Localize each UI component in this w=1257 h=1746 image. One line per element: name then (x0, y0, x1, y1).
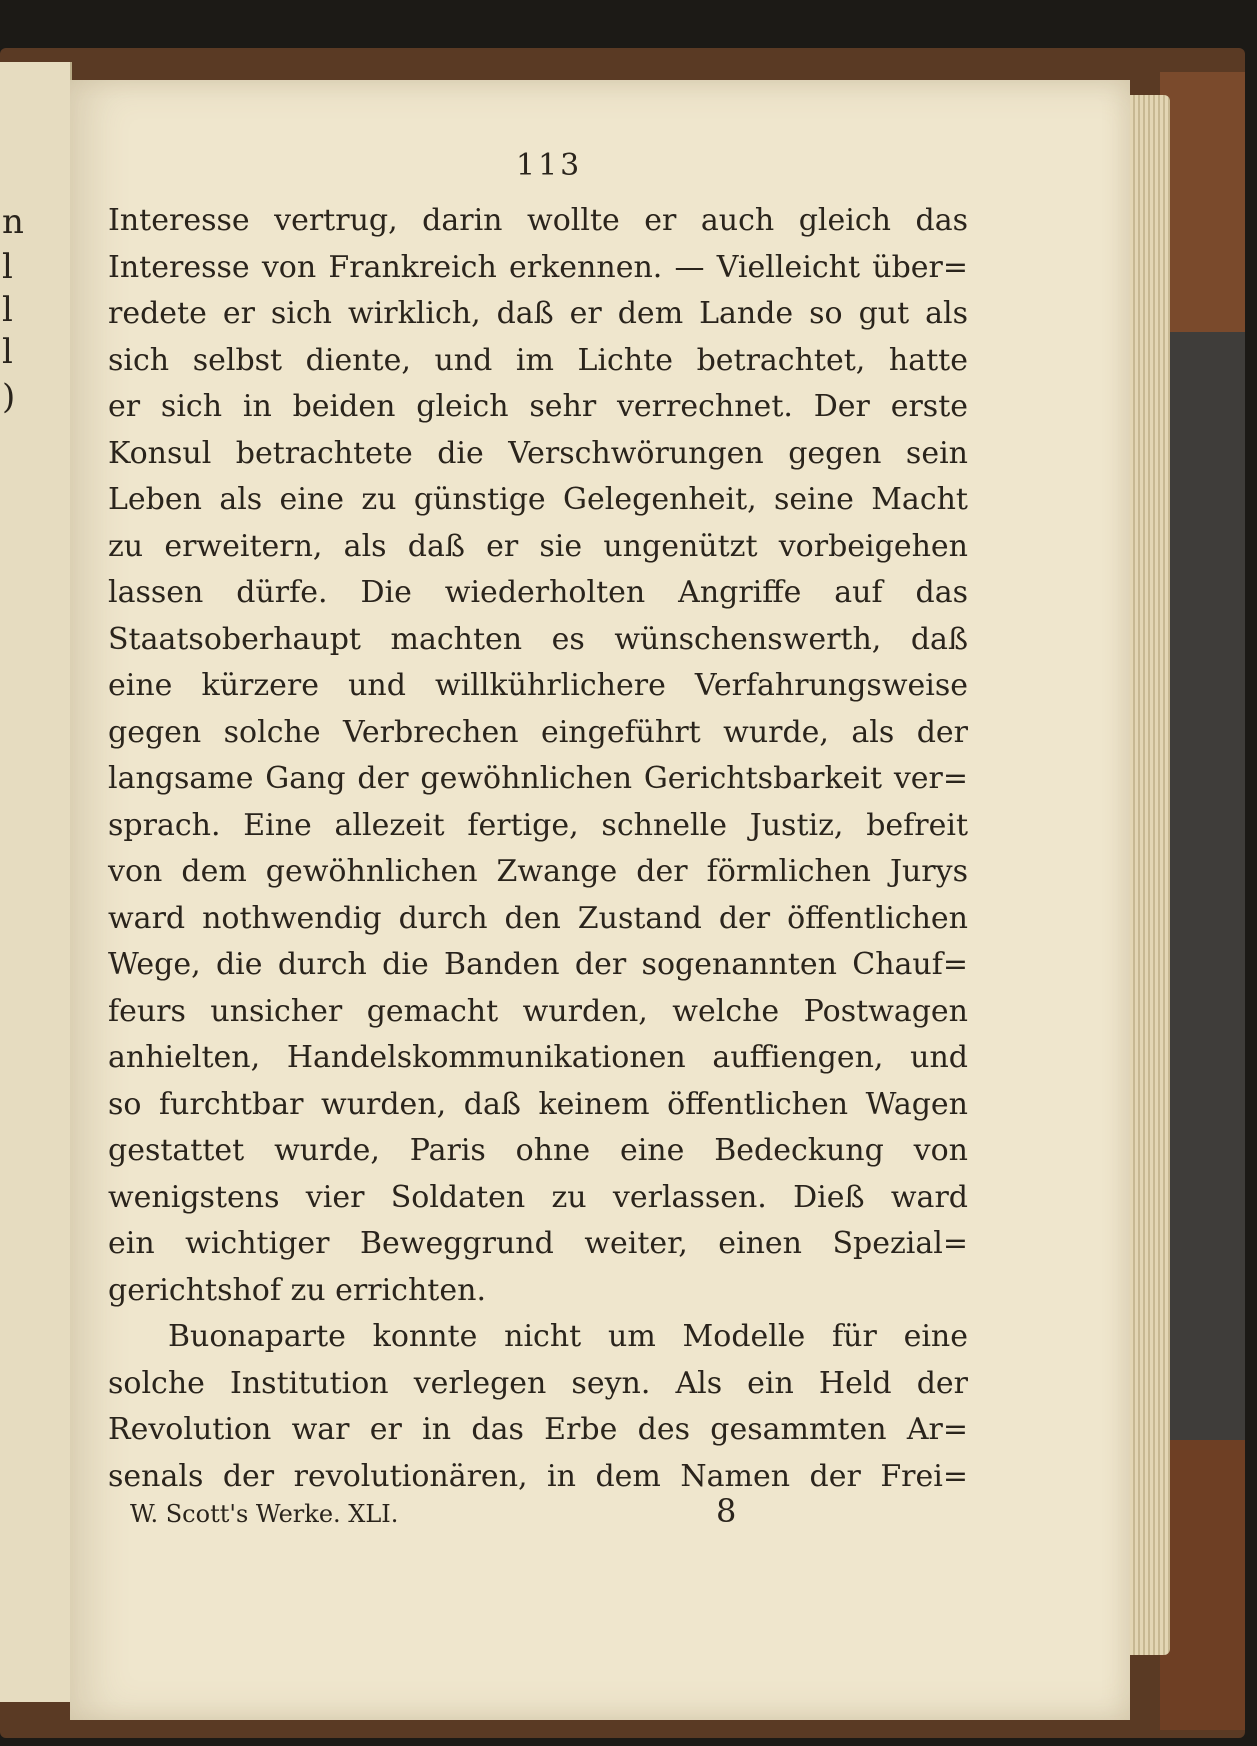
page-number: 113 (516, 148, 583, 183)
text-line: anhielten, Handelskommunikationen auffiengen, und (108, 1040, 968, 1075)
text-line: gegen solche Verbrechen eingeführt wurde, als der (108, 714, 968, 750)
text-line: Interesse vertrug, darin wollte er auch gleich das (108, 203, 968, 238)
signature-line: W. Scott's Werke. XLI. (130, 1500, 399, 1528)
body-text (108, 198, 968, 1500)
text-line: sprach. Eine allezeit fertige, schnelle Justiz, befreit (108, 807, 968, 843)
cover-leather-top (1160, 72, 1245, 332)
text-line: gerichtshof zu errichten. (108, 1272, 486, 1308)
text-line: feurs unsicher gemacht wurden, welche Postwagen (108, 993, 968, 1029)
text-line: Leben als eine zu günstige Gelegenheit, seine Macht (108, 482, 968, 517)
text-line: sich selbst diente, und im Lichte betrachtet, hatte (108, 342, 968, 378)
prev-page-fragment: ) (2, 377, 16, 417)
prev-page-fragment: l (2, 247, 13, 287)
text-line: lassen dürfe. Die wiederholten Angriffe auf das (108, 575, 968, 610)
previous-page-edge (0, 62, 72, 1702)
text-line: redete er sich wirklich, daß er dem Lande so gut als (108, 296, 968, 331)
text-line: von dem gewöhnlichen Zwange der förmlichen Jurys (108, 854, 968, 889)
text-line: eine kürzere und willkührlichere Verfahrungsweise (108, 668, 968, 703)
text-line: solche Institution verlegen seyn. Als ein Held der (108, 1365, 968, 1401)
text-line: Revolution war er in das Erbe des gesammten Ar= (108, 1412, 968, 1447)
text-line: er sich in beiden gleich sehr verrechnet. Der erste (108, 389, 968, 424)
text-line: zu erweitern, als daß er sie ungenützt vorbeigehen (108, 528, 968, 564)
text-line: Interesse von Frankreich erkennen. — Vielleicht über= (108, 249, 968, 285)
text-line: wenigstens vier Soldaten zu verlassen. Dieß ward (108, 1179, 968, 1215)
text-line: langsame Gang der gewöhnlichen Gerichtsbarkeit ver= (108, 761, 968, 796)
prev-page-fragment: l (2, 290, 13, 330)
cover-leather-bottom (1160, 1440, 1245, 1730)
text-line: Buonaparte konnte nicht um Modelle für eine (168, 1319, 968, 1354)
text-line: senals der revolutionären, in dem Namen der Frei= (108, 1458, 968, 1494)
prev-page-fragment: n (2, 202, 24, 242)
prev-page-fragment: l (2, 332, 13, 372)
text-line: ein wichtiger Beweggrund weiter, einen Spezial= (108, 1226, 968, 1261)
text-line: Konsul betrachtete die Verschwörungen gegen sein (108, 435, 968, 471)
text-line: Staatsoberhaupt machten es wünschenswerth, daß (108, 621, 968, 657)
text-line: Wege, die durch die Banden der sogenannten Chauf= (108, 947, 968, 982)
text-line: so furchtbar wurden, daß keinem öffentlichen Wagen (108, 1086, 968, 1122)
text-line: gestattet wurde, Paris ohne eine Bedeckung von (108, 1133, 968, 1168)
signature-mark: 8 (716, 1492, 737, 1530)
text-line: ward nothwendig durch den Zustand der öffentlichen (108, 900, 968, 936)
